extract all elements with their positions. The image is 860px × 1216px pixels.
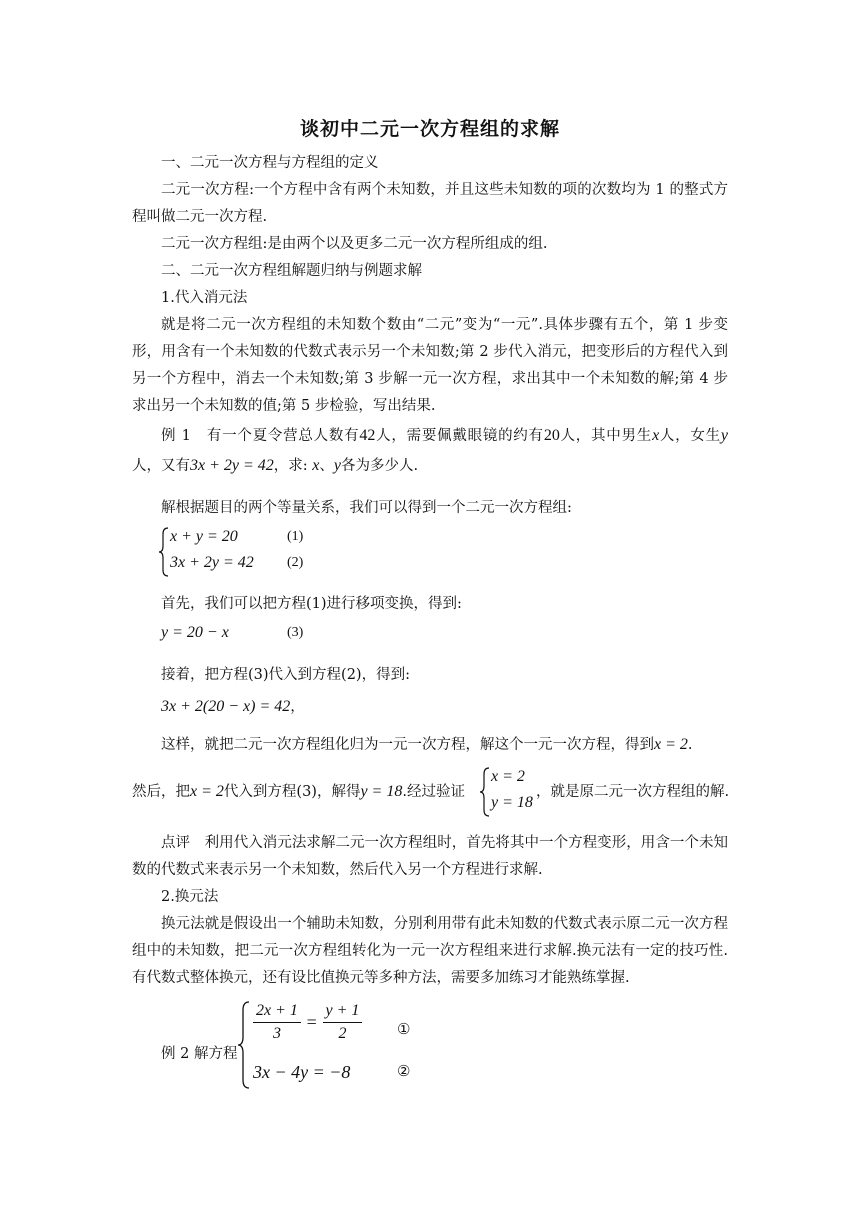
ex1-var-y: y: [720, 427, 729, 444]
method-1-description: 就是将二元一次方程组的未知数个数由“二元”变为“一元”.具体步骤有五个，第 1 步变形，用含有一个未知数的代数式表示另一个未知数;第 2 步代入消元，把变形后的方程代入到另一个方程中，消去一个未知数;第 3 步解一元一次方程，求出其中一个未知数的解;第 4 步求出另一个未知数的值;第 5 步检验，写出结果.: [132, 317, 728, 414]
comment-paragraph: 点评 利用代入消元法求解二元一次方程组时，首先将其中一个方程变形，用含一个未知数的代数式来表示另一个未知数，然后代入另一个方程进行求解.: [132, 835, 728, 878]
result-text: 代入到方程(3)，解得: [223, 784, 361, 800]
example-2-tag-2: ②: [397, 1064, 411, 1080]
result-line-1: [161, 733, 693, 754]
result-line-2-text: [132, 780, 465, 801]
method-2-description: 换元法就是假设出一个辅助未知数，分别利用带有此未知数的代数式表示原二元一次方程组中的未知数，把二元一次方程组转化为一元一次方程组来进行求解.换元法有一定的技巧性.有代数式整体换元，还有设比值换元等多种方法，需要多加练习才能熟练掌握.: [132, 916, 728, 986]
solution-system: [479, 766, 539, 818]
result-y: y = 18: [360, 783, 403, 800]
fraction-right-denominator: 2: [338, 1025, 347, 1042]
step-2-text: 接着，把方程(3)代入到方程(2)，得到:: [161, 667, 410, 683]
ex1-text: 人，又有: [132, 458, 190, 474]
result-text: 然后，把: [132, 784, 190, 800]
result-line-2-tail: ，就是原二元一次方程组的解.: [536, 784, 730, 800]
system1-tag-2: (2): [287, 555, 304, 570]
equals-sign: =: [306, 1012, 317, 1032]
eq3-tag: (3): [287, 625, 304, 640]
page-title: 谈初中二元一次方程组的求解: [299, 118, 560, 140]
solution-intro: 解根据题目的两个等量关系，我们可以得到一个二元一次方程组:: [161, 500, 572, 516]
definition-equation: 二元一次方程:一个方程中含有两个未知数，并且这些未知数的项的次数均为 1 的整式方程叫做二元一次方程.: [132, 182, 728, 225]
result-text: .: [687, 737, 693, 753]
ex1-text: 有一个夏令营总人数有: [206, 428, 360, 444]
ex1-text: 、: [319, 458, 334, 474]
ex1-var-x: x: [312, 457, 320, 474]
ex1-text: 人，女生: [659, 428, 721, 444]
eq4-expression: 3x + 2(20 − x) = 42: [161, 698, 291, 715]
result-text: 这样，就把二元一次方程组化归为一元一次方程，解这个一元一次方程，得到: [161, 737, 654, 753]
section-heading-2: 二、二元一次方程组解题归纳与例题求解: [161, 263, 422, 279]
ex1-var-y: y: [333, 457, 342, 474]
equation-3: [161, 624, 361, 648]
fraction-left-denominator: 3: [272, 1025, 281, 1042]
ex1-relation: 3x + 2y = 42: [190, 457, 274, 474]
result-x-substitute: x = 2: [190, 783, 224, 800]
equation-system-1: [158, 526, 358, 578]
section-heading-1: 一、二元一次方程与方程组的定义: [161, 155, 379, 171]
example-2-label: 例 2 解方程: [161, 1046, 238, 1062]
result-x: x = 2: [654, 736, 688, 753]
left-brace-icon: [237, 1000, 251, 1090]
result-text: .经过验证: [402, 784, 465, 800]
system1-eq-2: 3x + 2y = 42: [170, 554, 254, 571]
definition-system: 二元一次方程组:是由两个以及更多二元一次方程所组成的组.: [161, 236, 548, 252]
left-brace-icon: [479, 766, 491, 818]
result-line-2: [132, 766, 732, 818]
ex1-text: ，求:: [273, 458, 308, 474]
example-2: [161, 998, 481, 1090]
system1-eq-1: x + y = 20: [170, 528, 238, 545]
method-1-heading: 1.代入消元法: [161, 290, 248, 306]
solution-x: x = 2: [491, 768, 525, 785]
example-1-label: 例 1: [161, 428, 191, 444]
example-2-eq-2: 3x − 4y = −8: [253, 1062, 351, 1082]
fraction-right-numerator: y + 1: [323, 1002, 363, 1023]
ex1-total: 42: [359, 427, 376, 444]
ex1-glasses: 20: [543, 427, 560, 444]
ex1-text: 各为多少人.: [341, 458, 419, 474]
ex1-text: 人，需要佩戴眼镜的约有: [375, 428, 544, 444]
fraction-left: [253, 1002, 301, 1043]
fraction-right: [323, 1002, 363, 1043]
left-brace-icon: [158, 526, 170, 578]
ex1-var-x: x: [652, 427, 660, 444]
example-1-problem: [132, 421, 728, 481]
example-2-tag-1: ①: [397, 1022, 411, 1038]
example-2-eq-1: [253, 1002, 362, 1043]
method-2-heading: 2.换元法: [161, 889, 219, 905]
eq4-tail: ，: [290, 699, 305, 715]
ex1-text: 人，其中男生: [559, 428, 653, 444]
solution-y: y = 18: [491, 794, 533, 811]
eq3-expression: y = 20 − x: [161, 624, 229, 641]
fraction-left-numerator: 2x + 1: [253, 1002, 301, 1023]
step-1-text: 首先，我们可以把方程(1)进行移项变换，得到:: [161, 596, 462, 612]
system1-tag-1: (1): [287, 529, 304, 544]
equation-4: [161, 695, 305, 716]
